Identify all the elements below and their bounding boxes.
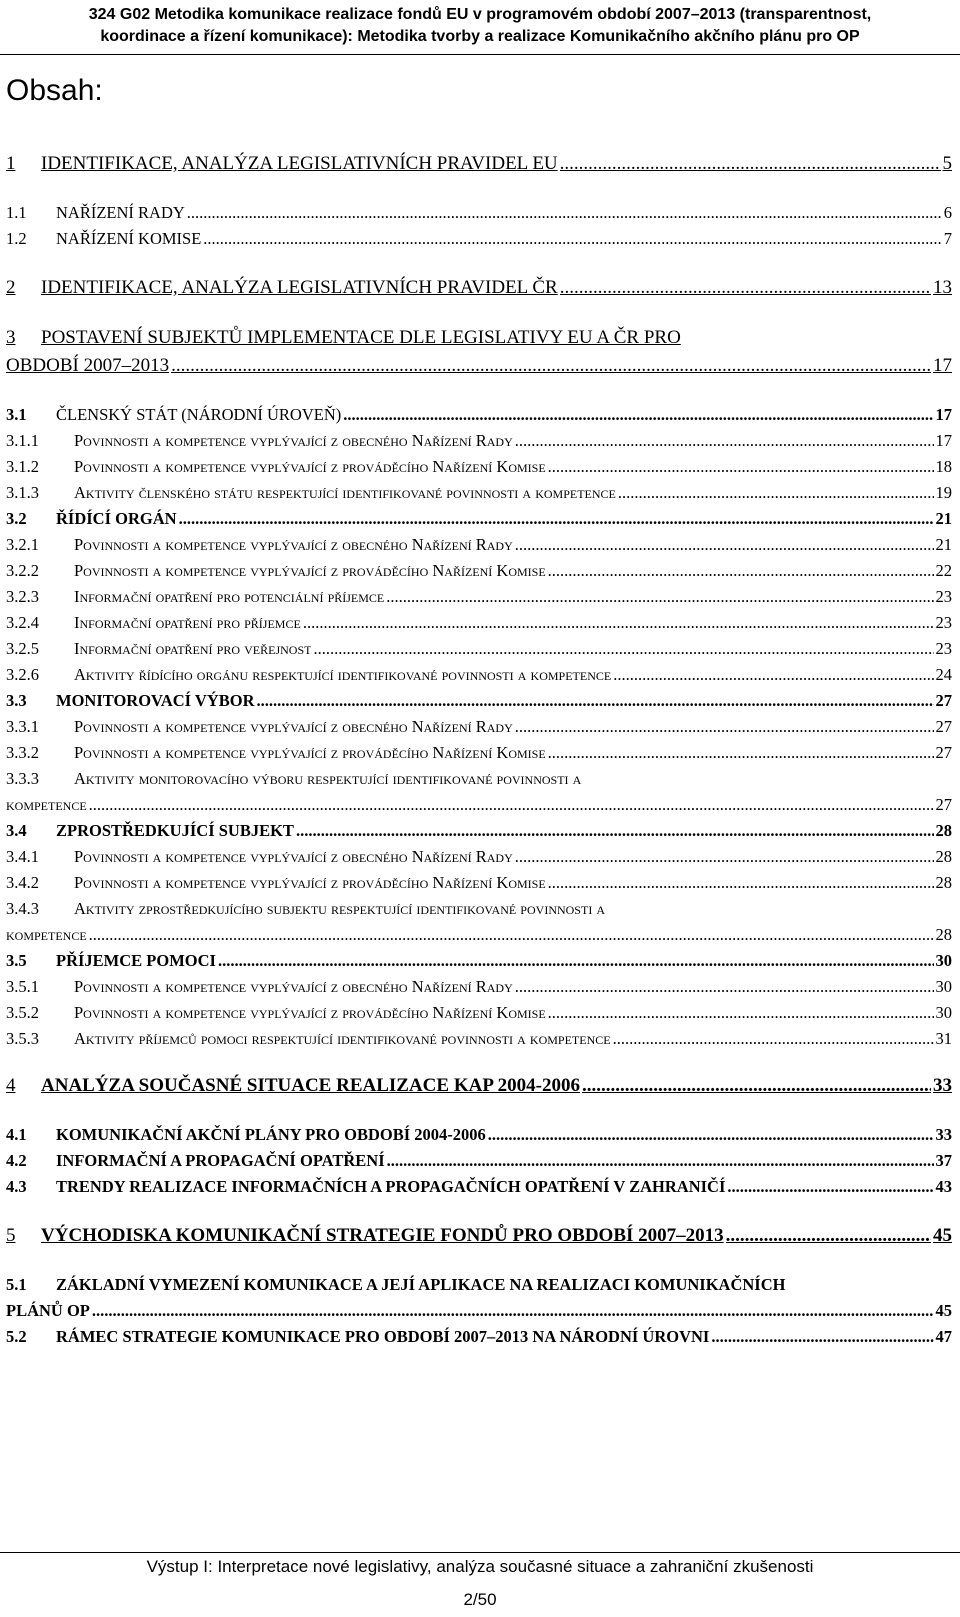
toc-text: TRENDY REALIZACE INFORMAČNÍCH A PROPAGAČNÍCH OPATŘENÍ V ZAHRANIČÍ — [56, 1177, 726, 1196]
toc-num: 3.4 — [6, 821, 27, 840]
toc-entry-3-2-6[interactable] — [6, 662, 952, 688]
toc-num: 3.1 — [6, 405, 27, 424]
toc-num: 3.3 — [6, 691, 27, 710]
toc-text: RÁMEC STRATEGIE KOMUNIKACE PRO OBDOBÍ 2007–2013 NA NÁRODNÍ ÚROVNI — [56, 1327, 710, 1346]
toc-num: 1.2 — [6, 229, 27, 248]
toc-entry-3-2-2[interactable] — [6, 558, 952, 584]
toc-text: Povinnosti a kompetence vyplývající z obecného Nařízení Rady — [74, 535, 513, 554]
toc-text: Povinnosti a kompetence vyplývající z prováděcího Nařízení Komise — [74, 743, 546, 762]
toc-text: Aktivity zprostředkujícího subjektu respektující identifikované povinnosti a — [74, 899, 606, 918]
toc-page: 21 — [935, 535, 952, 554]
toc-num: 3.3.1 — [6, 717, 39, 736]
toc-page: 43 — [935, 1177, 952, 1196]
toc-entry-4-2[interactable] — [6, 1148, 952, 1174]
toc-page: 23 — [935, 587, 952, 606]
toc-entry-3-2-1[interactable] — [6, 532, 952, 558]
toc-num: 2 — [6, 277, 16, 298]
toc-page: 30 — [935, 977, 952, 996]
toc-text-cont: kompetence — [6, 795, 87, 814]
toc-page: 47 — [935, 1327, 952, 1346]
toc-page: 24 — [935, 665, 952, 684]
toc-text: Povinnosti a kompetence vyplývající z obecného Nařízení Rady — [74, 717, 513, 736]
toc-text: ČLENSKÝ STÁT (NÁRODNÍ ÚROVEŇ) — [56, 405, 342, 424]
toc-page: 17 — [935, 405, 952, 424]
toc-entry-4[interactable] — [6, 1072, 952, 1100]
toc-text-cont: OBDOBÍ 2007–2013 — [6, 355, 170, 376]
toc-text: Povinnosti a kompetence vyplývající z obecného Nařízení Rady — [74, 847, 513, 866]
toc-page: 18 — [935, 457, 952, 476]
toc-page: 17 — [933, 355, 952, 376]
toc-entry-3-5[interactable] — [6, 948, 952, 974]
toc-page: 27 — [935, 717, 952, 736]
toc-entry-3-3-2[interactable] — [6, 740, 952, 766]
toc-text: Informační opatření pro potenciální příjemce — [74, 587, 385, 606]
toc-entry-3-3-1[interactable] — [6, 714, 952, 740]
toc-num: 3.2.3 — [6, 587, 39, 606]
toc-entry-4-1[interactable] — [6, 1122, 952, 1148]
toc-page: 37 — [935, 1151, 952, 1170]
toc-num: 3.3.2 — [6, 743, 39, 762]
toc-text: Povinnosti a kompetence vyplývající z prováděcího Nařízení Komise — [74, 873, 546, 892]
toc-text: PŘÍJEMCE POMOCI — [56, 951, 216, 970]
document-header — [0, 0, 960, 55]
page-number: 2/50 — [463, 1590, 497, 1609]
toc-text: ŘÍDÍCÍ ORGÁN — [56, 509, 177, 528]
toc-num: 4 — [6, 1075, 16, 1096]
toc-entry-3-1[interactable] — [6, 402, 952, 428]
toc-entry-2[interactable] — [6, 274, 952, 302]
toc-num: 5 — [6, 1225, 16, 1246]
toc-num: 4.1 — [6, 1125, 27, 1144]
toc-text: IDENTIFIKACE, ANALÝZA LEGISLATIVNÍCH PRAVIDEL ČR — [41, 277, 558, 298]
toc-num: 3.1.1 — [6, 431, 39, 450]
toc-num: 3.2.5 — [6, 639, 39, 658]
table-of-contents — [6, 150, 952, 1350]
toc-entry-3-2-5[interactable] — [6, 636, 952, 662]
toc-entry-3-4-2[interactable] — [6, 870, 952, 896]
toc-num: 3.2.1 — [6, 535, 39, 554]
toc-page: 17 — [935, 431, 952, 450]
toc-entry-3-3[interactable] — [6, 688, 952, 714]
toc-entry-3-1-2[interactable] — [6, 454, 952, 480]
toc-page: 45 — [935, 1301, 952, 1320]
toc-page: 23 — [935, 613, 952, 632]
toc-text: Povinnosti a kompetence vyplývající z prováděcího Nařízení Komise — [74, 561, 546, 580]
toc-page: 22 — [935, 561, 952, 580]
toc-page: 6 — [943, 203, 952, 222]
toc-text: Povinnosti a kompetence vyplývající z prováděcího Nařízení Komise — [74, 457, 546, 476]
toc-text: ZÁKLADNÍ VYMEZENÍ KOMUNIKACE A JEJÍ APLIKACE NA REALIZACI KOMUNIKAČNÍCH — [56, 1275, 786, 1294]
toc-num: 1.1 — [6, 203, 27, 222]
toc-num: 5.1 — [6, 1275, 27, 1294]
toc-text: KOMUNIKAČNÍ AKČNÍ PLÁNY PRO OBDOBÍ 2004-2006 — [56, 1125, 486, 1144]
toc-text: Informační opatření pro příjemce — [74, 613, 301, 632]
toc-text: MONITOROVACÍ VÝBOR — [56, 691, 255, 710]
toc-num: 3.5.1 — [6, 977, 39, 996]
toc-num: 3.4.3 — [6, 899, 39, 918]
toc-num: 4.3 — [6, 1177, 27, 1196]
toc-entry-3-2-3[interactable] — [6, 584, 952, 610]
toc-entry-5-1-cont[interactable] — [6, 1298, 952, 1324]
toc-text: NAŘÍZENÍ KOMISE — [56, 229, 202, 248]
toc-entry-1[interactable] — [6, 150, 952, 178]
toc-text: Povinnosti a kompetence vyplývající z prováděcího Nařízení Komise — [74, 1003, 546, 1022]
toc-entry-1-1[interactable] — [6, 200, 952, 226]
toc-page: 27 — [935, 743, 952, 762]
toc-text: Aktivity členského státu respektující identifikované povinnosti a kompetence — [74, 483, 616, 502]
header-line-1: 324 G02 Metodika komunikace realizace fondů EU v programovém období 2007–2013 (transparentnost, — [88, 6, 872, 23]
toc-entry-5-1[interactable] — [6, 1272, 952, 1298]
toc-page: 28 — [935, 925, 952, 944]
toc-page: 7 — [943, 229, 952, 248]
toc-entry-3-5-1[interactable] — [6, 974, 952, 1000]
document-footer: Výstup I: Interpretace nové legislativy, analýza současné situace a zahraniční zkušenosti — [0, 1552, 960, 1577]
toc-entry-3-5-3[interactable] — [6, 1026, 952, 1052]
toc-num: 3.1.2 — [6, 457, 39, 476]
toc-entry-3-2-4[interactable] — [6, 610, 952, 636]
toc-entry-3-cont[interactable] — [6, 352, 952, 380]
toc-page: 5 — [942, 153, 952, 174]
toc-num: 3.2.6 — [6, 665, 39, 684]
toc-entry-3-1-3[interactable] — [6, 480, 952, 506]
toc-entry-3-1-1[interactable] — [6, 428, 952, 454]
toc-page: 33 — [935, 1125, 952, 1144]
toc-text: IDENTIFIKACE, ANALÝZA LEGISLATIVNÍCH PRAVIDEL EU — [41, 153, 558, 174]
toc-num: 3.2.2 — [6, 561, 39, 580]
header-line-2: koordinace a řízení komunikace): Metodika tvorby a realizace Komunikačního akčního plánu pro OP — [100, 28, 860, 45]
toc-entry-3-5-2[interactable] — [6, 1000, 952, 1026]
toc-text-cont: PLÁNŮ OP — [6, 1301, 90, 1320]
toc-entry-5[interactable] — [6, 1222, 952, 1250]
toc-text-cont: kompetence — [6, 925, 87, 944]
toc-entry-3-3-3[interactable] — [6, 766, 952, 792]
toc-text: INFORMAČNÍ A PROPAGAČNÍ OPATŘENÍ — [56, 1151, 385, 1170]
toc-text: Aktivity řídícího orgánu respektující identifikované povinnosti a kompetence — [74, 665, 612, 684]
toc-page: 31 — [935, 1029, 952, 1048]
toc-text: Povinnosti a kompetence vyplývající z obecného Nařízení Rady — [74, 977, 513, 996]
toc-page: 13 — [933, 277, 952, 298]
toc-page: 45 — [933, 1225, 952, 1246]
toc-text: NAŘÍZENÍ RADY — [56, 203, 185, 222]
toc-entry-3-3-3-cont[interactable] — [6, 792, 952, 818]
toc-num: 3.4.2 — [6, 873, 39, 892]
toc-num: 3.3.3 — [6, 769, 39, 788]
toc-num: 4.2 — [6, 1151, 27, 1170]
toc-entry-1-2[interactable] — [6, 226, 952, 252]
toc-text: Aktivity příjemců pomoci respektující identifikované povinnosti a kompetence — [74, 1029, 611, 1048]
toc-text: ZPROSTŘEDKUJÍCÍ SUBJEKT — [56, 821, 294, 840]
toc-num: 3.4.1 — [6, 847, 39, 866]
toc-entry-3[interactable] — [6, 324, 952, 352]
toc-num: 3.1.3 — [6, 483, 39, 502]
toc-page: 19 — [935, 483, 952, 502]
toc-page: 27 — [935, 795, 952, 814]
toc-num: 1 — [6, 153, 16, 174]
toc-num: 3.5.3 — [6, 1029, 39, 1048]
toc-num: 3.5.2 — [6, 1003, 39, 1022]
toc-text: ANALÝZA SOUČASNÉ SITUACE REALIZACE KAP 2004-2006 — [41, 1075, 580, 1096]
toc-entry-3-4-3-cont[interactable] — [6, 922, 952, 948]
toc-text: Povinnosti a kompetence vyplývající z obecného Nařízení Rady — [74, 431, 513, 450]
toc-entry-3-2[interactable] — [6, 506, 952, 532]
toc-page: 30 — [935, 1003, 952, 1022]
toc-page: 27 — [935, 691, 952, 710]
toc-num: 3 — [6, 327, 16, 348]
toc-page: 28 — [935, 821, 952, 840]
toc-page: 21 — [935, 509, 952, 528]
toc-page: 28 — [935, 873, 952, 892]
toc-page: 28 — [935, 847, 952, 866]
toc-page: 30 — [935, 951, 952, 970]
toc-num: 3.5 — [6, 951, 27, 970]
toc-entry-3-4-3[interactable] — [6, 896, 952, 922]
toc-text: Informační opatření pro veřejnost — [74, 639, 312, 658]
toc-entry-3-4[interactable] — [6, 818, 952, 844]
toc-entry-5-2[interactable] — [6, 1324, 952, 1350]
toc-num: 5.2 — [6, 1327, 27, 1346]
toc-text: Aktivity monitorovacího výboru respektující identifikované povinnosti a — [74, 769, 582, 788]
toc-text: POSTAVENÍ SUBJEKTŮ IMPLEMENTACE DLE LEGISLATIVY EU A ČR PRO — [41, 327, 681, 348]
toc-num: 3.2 — [6, 509, 27, 528]
toc-page: 33 — [933, 1075, 952, 1096]
toc-title: Obsah: — [6, 74, 103, 107]
toc-num: 3.2.4 — [6, 613, 39, 632]
toc-entry-4-3[interactable] — [6, 1174, 952, 1200]
toc-page: 23 — [935, 639, 952, 658]
toc-entry-3-4-1[interactable] — [6, 844, 952, 870]
toc-text: VÝCHODISKA KOMUNIKAČNÍ STRATEGIE FONDŮ PRO OBDOBÍ 2007–2013 — [41, 1225, 724, 1246]
